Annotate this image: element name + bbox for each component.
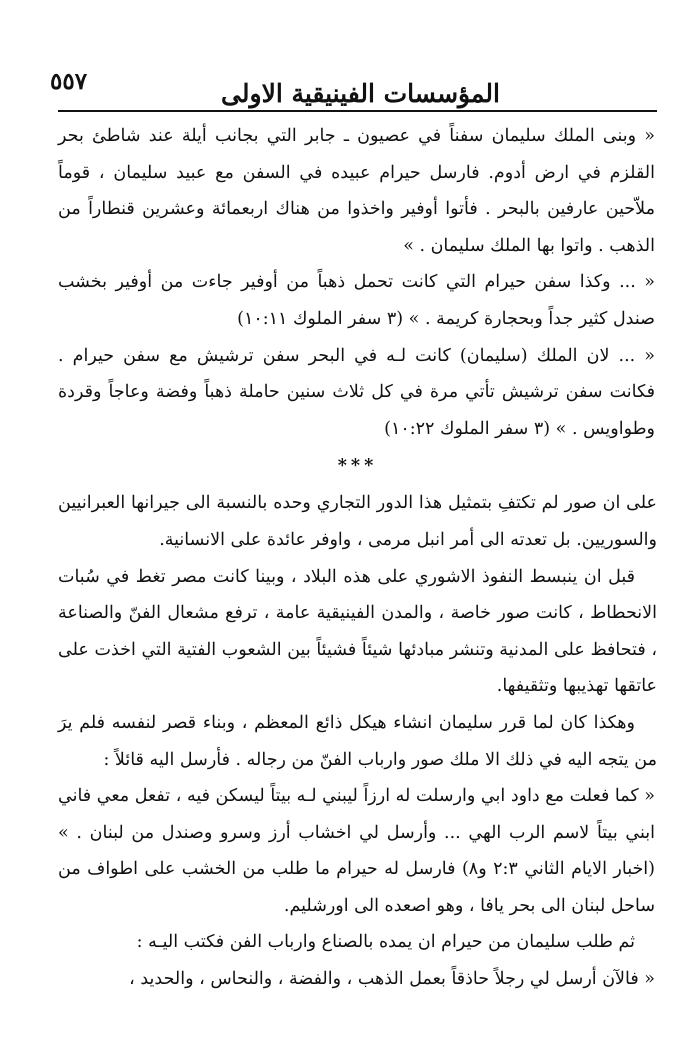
running-title: المؤسسات الفينيقية الاولى	[221, 79, 500, 108]
body-paragraph: ثم طلب سليمان من حيرام ان يمده بالصناع وارباب الفن فكتب اليـه :	[136, 932, 635, 953]
page-header	[70, 68, 651, 108]
body-text	[58, 118, 657, 998]
page-number: ٥٥٧	[50, 68, 88, 95]
quote-paragraph: « ... لان الملك (سليمان) كانت لـه في البحر سفن ترشيش مع سفن حيرام . فكانت سفن ترشيش تأتي مرة في كل ثلاث سنين حاملة ذهباً وفضة وعاجاً وقردة وطواويس . » (٣ سفر الملوك ١٠:٢٢)	[58, 345, 655, 439]
body-paragraph: وهكذا كان لما قرر سليمان انشاء هيكل ذائع المعظم ، وبناء قصر لنفسه فلم يرَ من يتجه اليه في ذلك الا ملك صور وارباب الفنّ من رجاله . فأرسل اليه قائلاً :	[58, 712, 657, 770]
body-paragraph: على ان صور لم تكتفِ بتمثيل هذا الدور التجاري وحده بالنسبة الى جيرانها العبرانيين والسوريين. بل تعدته الى أمر انبل مرمى ، واوفر عائدة على الانسانية.	[58, 493, 657, 550]
quote-paragraph: « فالآن أرسل لي رجلاً حاذقاً بعمل الذهب ، والفضة ، والنحاس ، والحديد ،	[129, 969, 655, 990]
body-paragraph: قبل ان ينبسط النفوذ الاشوري على هذه البلاد ، وبينا كانت مصر تغط في سُبات الانحطاط ، كانت صور خاصة ، والمدن الفينيقية عامة ، ترفع مشعال الفنّ والصناعة ، فتحافظ على المدنية وتنشر مبادئها شيئاً فشيئاً بين الشعوب الفتية التي اخذت على عاتقها تهذيبها وتثقيفها.	[58, 566, 657, 697]
quote-paragraph: « ... وكذا سفن حيرام التي كانت تحمل ذهباً من أوفير جاءت من أوفير بخشب صندل كثير جداً وبحجارة كريمة . » (٣ سفر الملوك ١٠:١١)	[58, 272, 655, 329]
quote-paragraph: « وبنى الملك سليمان سفناً في عصيون ـ جابر التي بجانب أيلة عند شاطئ بحر القلزم في ارض أدوم. فارسل حيرام عبيده في السفن مع عبيد سليمان ، قوماً ملاّحين عارفين بالبحر . فأتوا أوفير واخذوا من هناك اربعمائة وعشرين قنطاراً من الذهب . واتوا بها الملك سليمان . »	[58, 126, 655, 256]
quote-paragraph: « كما فعلت مع داود ابي وارسلت له ارزاً ليبني لـه بيتاً ليسكن فيه ، تفعل معي فاني ابني بيتاً لاسم الرب الهي ... وأرسل لي اخشاب أرز وسرو وصندل من لبنان . » (اخبار الايام الثاني ٢:٣ و٨) فارسل له حيرام ما طلب من الخشب على اطواف من ساحل لبنان الى بحر يافا ، وهو اصعده الى اورشليم.	[58, 786, 655, 916]
section-separator: ***	[337, 456, 378, 477]
header-rule	[58, 110, 657, 112]
